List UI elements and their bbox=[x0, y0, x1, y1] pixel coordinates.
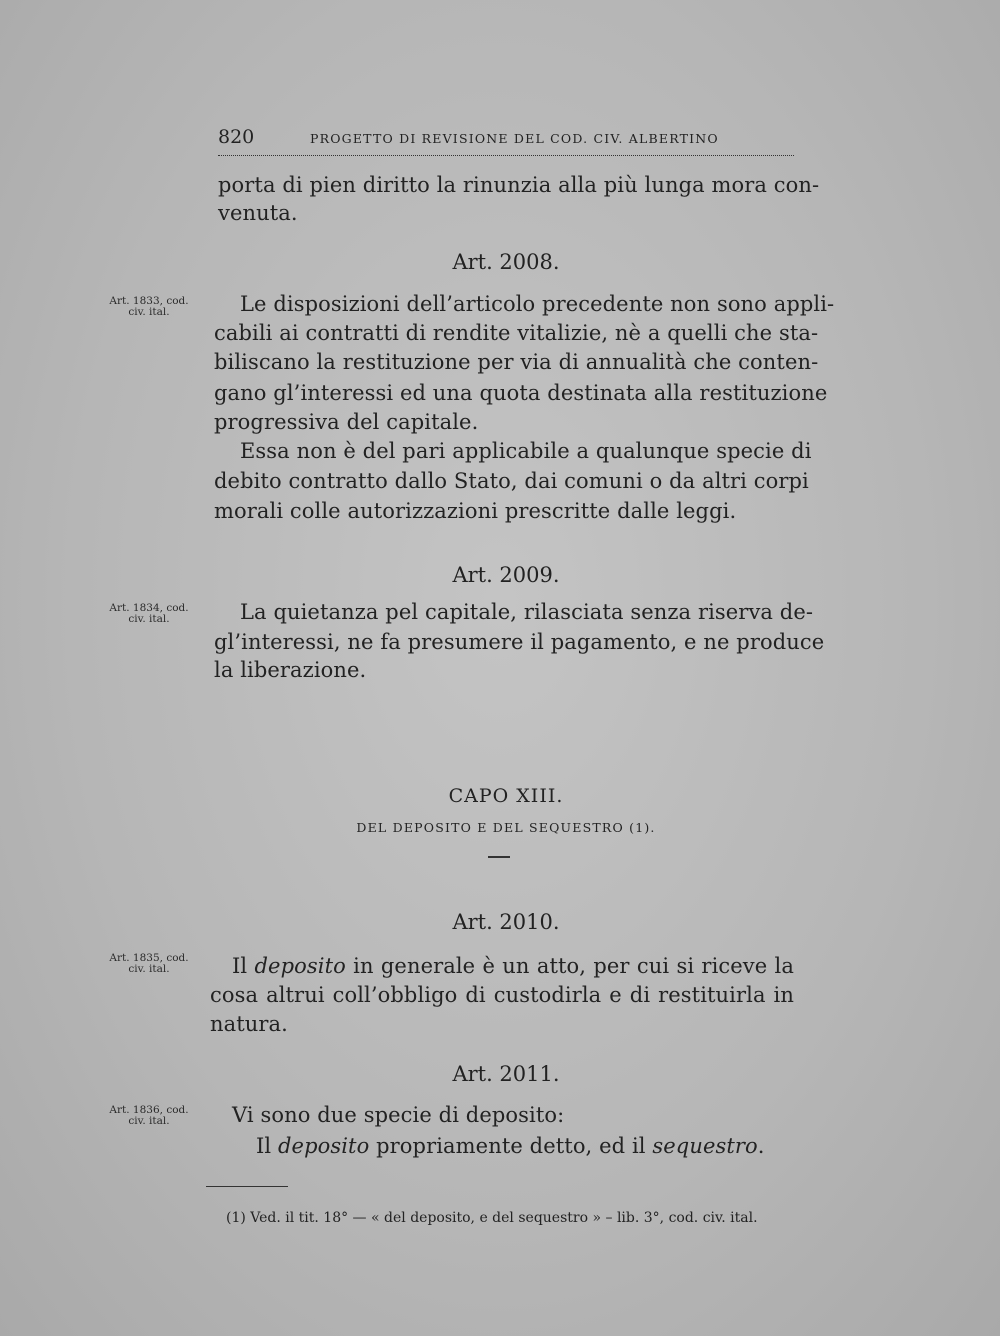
margin-note: Art. 1835, cod. civ. ital. bbox=[109, 952, 189, 975]
text-line: cosa altrui coll’obbligo di custodirla e di restituirla in bbox=[210, 983, 794, 1007]
text-line: venuta. bbox=[218, 201, 298, 225]
article-heading: Art. 2010. bbox=[452, 910, 560, 934]
text-line: Essa non è del pari applicabile a qualunque specie di bbox=[240, 439, 812, 463]
text-line: gl’interessi, ne fa presumere il pagamento, e ne produce bbox=[214, 630, 825, 654]
text-line: progressiva del capitale. bbox=[214, 410, 479, 434]
text-line: debito contratto dallo Stato, dai comuni o da altri corpi bbox=[214, 469, 809, 493]
text-line: Il deposito in generale è un atto, per cui si riceve la bbox=[232, 954, 794, 978]
header-rule bbox=[218, 155, 794, 156]
footnote: (1) Ved. il tit. 18° — « del deposito, e del sequestro » – lib. 3°, cod. civ. ital. bbox=[226, 1210, 758, 1226]
text-line: Il deposito propriamente detto, ed il sequestro. bbox=[256, 1134, 765, 1158]
text-line: la liberazione. bbox=[214, 658, 367, 682]
margin-note: Art. 1834, cod. civ. ital. bbox=[109, 602, 189, 625]
italic-term: deposito bbox=[278, 1134, 370, 1158]
page-number: 820 bbox=[218, 126, 255, 148]
article-heading: Art. 2009. bbox=[452, 563, 560, 587]
text-line: morali colle autorizzazioni prescritte dalle leggi. bbox=[214, 499, 737, 523]
text-line: porta di pien diritto la rinunzia alla più lunga mora con- bbox=[218, 173, 820, 197]
text-line: Le disposizioni dell’articolo precedente non sono appli- bbox=[240, 292, 835, 316]
section-dash bbox=[488, 856, 510, 858]
text-line: Vi sono due specie di deposito: bbox=[232, 1103, 565, 1127]
margin-note: Art. 1833, cod. civ. ital. bbox=[109, 295, 189, 318]
text-line: cabili ai contratti di rendite vitalizie, nè a quelli che sta- bbox=[214, 321, 819, 345]
footnote-rule bbox=[206, 1186, 288, 1187]
margin-note: Art. 1836, cod. civ. ital. bbox=[109, 1104, 189, 1127]
text-line: natura. bbox=[210, 1012, 288, 1036]
article-heading: Art. 2008. bbox=[452, 250, 560, 274]
running-title: PROGETTO DI REVISIONE DEL COD. CIV. ALBERTINO bbox=[310, 131, 719, 146]
chapter-subtitle: DEL DEPOSITO E DEL SEQUESTRO (1). bbox=[356, 820, 656, 835]
italic-term: deposito bbox=[254, 954, 346, 978]
chapter-title: CAPO XIII. bbox=[448, 785, 564, 807]
italic-term: sequestro bbox=[652, 1134, 758, 1158]
article-heading: Art. 2011. bbox=[452, 1062, 560, 1086]
text-line: biliscano la restituzione per via di annualità che conten- bbox=[214, 350, 819, 374]
text-line: La quietanza pel capitale, rilasciata senza riserva de- bbox=[240, 600, 814, 624]
text-line: gano gl’interessi ed una quota destinata alla restituzione bbox=[214, 381, 828, 405]
